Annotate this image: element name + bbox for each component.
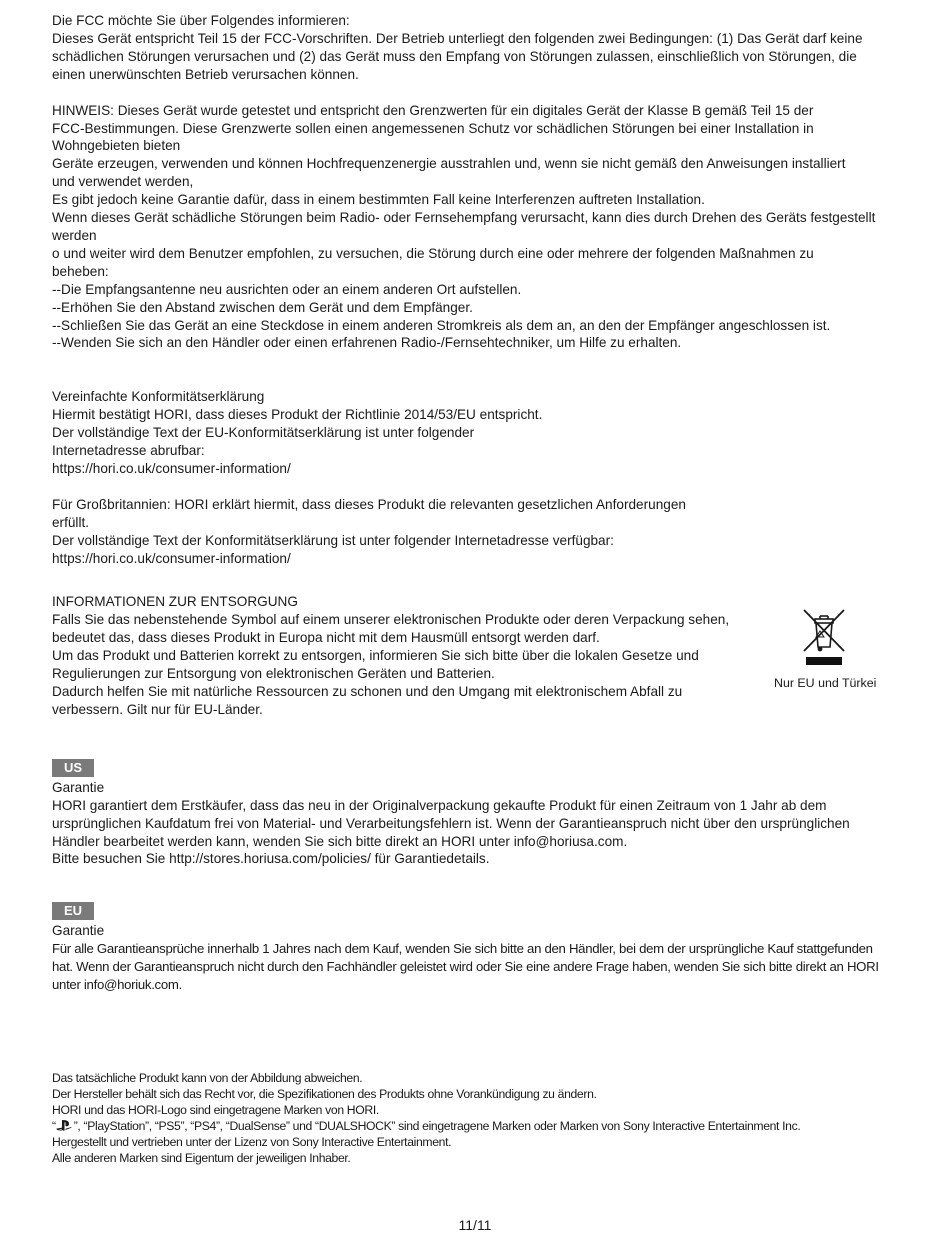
- eu-badge: EU: [52, 902, 94, 920]
- us-warranty-line: ursprünglichen Kaufdatum frei von Material- und Verarbeitungsfehlern ist. Wenn der Garantieanspruch nicht über den ursprünglichen: [52, 815, 850, 831]
- eu-warranty-section: [52, 902, 902, 994]
- uk-section: [52, 496, 902, 568]
- hinweis-section: [52, 102, 902, 353]
- footer-trademark-line: [52, 1118, 902, 1134]
- hinweis-line: Es gibt jedoch keine Garantie dafür, dass in einem bestimmten Fall keine Interferenzen auftreten Installation.: [52, 192, 705, 208]
- document-page: [52, 12, 902, 1166]
- hinweis-line: HINWEIS: Dieses Gerät wurde getestet und entspricht den Grenzwerten für ein digitales Gerät der Klasse B gemäß Teil 15 der: [52, 102, 814, 118]
- footer-line: HORI und das HORI-Logo sind eingetragene Marken von HORI.: [52, 1102, 379, 1117]
- footer-line: Das tatsächliche Produkt kann von der Abbildung abweichen.: [52, 1070, 363, 1085]
- hinweis-line: werden: [52, 227, 97, 243]
- fcc-line: einen unerwünschten Betrieb verursachen können.: [52, 66, 359, 82]
- hinweis-line: Wohngebieten bieten: [52, 138, 181, 154]
- eu-warranty-line: hat. Wenn der Garantieanspruch nicht durch den Fachhändler geleistet wird oder Sie eine andere Frage haben, wenden Sie sich bitte direkt an HORI: [52, 959, 879, 975]
- eu-warranty-line: unter info@horiuk.com.: [52, 977, 182, 993]
- hinweis-line: Wenn dieses Gerät schädliche Störungen beim Radio- oder Fernsehempfang verursacht, kann dies durch Drehen des Geräts festgestellt: [52, 210, 876, 226]
- playstation-logo-icon: [56, 1120, 74, 1132]
- conformity-line: Hiermit bestätigt HORI, dass dieses Produkt der Richtlinie 2014/53/EU entspricht.: [52, 407, 543, 423]
- us-warranty-line: HORI garantiert dem Erstkäufer, dass das neu in der Originalverpackung gekaufte Produkt für einen Zeitraum von 1 Jahr ab dem: [52, 797, 827, 813]
- conformity-line: Internetadresse abrufbar:: [52, 443, 205, 459]
- hinweis-line: --Wenden Sie sich an den Händler oder einen erfahrenen Radio-/Fernsehtechniker, um Hilfe zu erhalten.: [52, 335, 682, 351]
- uk-line: Der vollständige Text der Konformitätserklärung ist unter folgender Internetadresse verfügbar:: [52, 532, 614, 548]
- quote-open: “: [52, 1118, 56, 1133]
- crossed-out-wheelie-bin-icon: [801, 607, 847, 669]
- us-warranty-section: [52, 759, 902, 869]
- hinweis-line: --Die Empfangsantenne neu ausrichten oder an einem anderen Ort aufstellen.: [52, 281, 522, 297]
- footer-line: Der Hersteller behält sich das Recht vor, die Spezifikationen des Produkts ohne Vorankündigung zu ändern.: [52, 1086, 597, 1101]
- conformity-heading: Vereinfachte Konformitätserklärung: [52, 389, 265, 405]
- fcc-section: [52, 12, 902, 84]
- hinweis-line: --Schließen Sie das Gerät an eine Steckdose in einem anderen Stromkreis als dem an, an den der Empfänger angeschlossen ist.: [52, 317, 831, 333]
- trademark-text: ”, “PlayStation”, “PS5”, “PS4”, “DualSense” und “DUALSHOCK” sind eingetragene Marken oder Marken von Sony Interactive Entertainment Inc.: [73, 1118, 801, 1133]
- footer-line: Hergestellt und vertrieben unter der Lizenz von Sony Interactive Entertainment.: [52, 1134, 452, 1149]
- hinweis-line: o und weiter wird dem Benutzer empfohlen, zu versuchen, die Störung durch eine oder mehrere der folgenden Maßnahmen zu: [52, 245, 814, 261]
- conformity-url: https://hori.co.uk/consumer-information/: [52, 460, 291, 476]
- hinweis-line: Geräte erzeugen, verwenden und können Hochfrequenzenergie ausstrahlen und, wenn sie nicht gemäß den Anweisungen installiert: [52, 156, 846, 172]
- us-badge: US: [52, 759, 94, 777]
- eu-warranty-line: Für alle Garantieansprüche innerhalb 1 Jahres nach dem Kauf, wenden Sie sich bitte an den Händler, bei dem der ursprüngliche Kauf stattgefunden: [52, 941, 873, 957]
- weee-caption: Nur EU und Türkei: [774, 676, 877, 691]
- us-warranty-line: Bitte besuchen Sie http://stores.horiusa.com/policies/ für Garantiedetails.: [52, 851, 490, 867]
- disposal-line: Dadurch helfen Sie mit natürliche Ressourcen zu schonen und den Umgang mit elektronischem Abfall zu: [52, 684, 683, 699]
- disposal-line: bedeutet das, dass dieses Produkt in Europa nicht mit dem Hausmüll entsorgt werden darf.: [52, 630, 600, 646]
- disposal-heading: INFORMATIONEN ZUR ENTSORGUNG: [52, 594, 298, 610]
- uk-line: Für Großbritannien: HORI erklärt hiermit, dass dieses Produkt die relevanten gesetzlichen Anforderungen: [52, 496, 686, 512]
- fcc-line: Die FCC möchte Sie über Folgendes informieren:: [52, 13, 350, 28]
- footer-line: Alle anderen Marken sind Eigentum der jeweiligen Inhaber.: [52, 1150, 351, 1165]
- conformity-section: [52, 388, 902, 478]
- fcc-line: schädlichen Störungen verursachen und (2) das Gerät muss den Empfang von Störungen zulassen, einschließlich von Störungen, die: [52, 48, 857, 64]
- us-warranty-heading: Garantie: [52, 779, 105, 795]
- legal-footer: [52, 1070, 902, 1166]
- weee-symbol: [774, 607, 877, 691]
- page-number: 11/11: [458, 1217, 492, 1233]
- hinweis-line: FCC-Bestimmungen. Diese Grenzwerte sollen einen angemessenen Schutz vor schädlichen Störungen bei einer Installation in: [52, 120, 814, 136]
- disposal-line: Um das Produkt und Batterien korrekt zu entsorgen, informieren Sie sich bitte über die lokalen Gesetze und: [52, 648, 699, 664]
- disposal-line: Regulierungen zur Entsorgung von elektronischen Geräten und Batterien.: [52, 666, 495, 682]
- hinweis-line: und verwendet werden,: [52, 174, 194, 190]
- disposal-section: [52, 593, 902, 718]
- hinweis-line: beheben:: [52, 263, 109, 279]
- uk-line: erfüllt.: [52, 514, 90, 530]
- disposal-line: Falls Sie das nebenstehende Symbol auf einem unserer elektronischen Produkte oder deren Verpackung sehen,: [52, 612, 730, 628]
- conformity-line: Der vollständige Text der EU-Konformitätserklärung ist unter folgender: [52, 425, 475, 441]
- eu-warranty-heading: Garantie: [52, 923, 105, 939]
- fcc-line: Dieses Gerät entspricht Teil 15 der FCC-Vorschriften. Der Betrieb unterliegt den folgenden zwei Bedingungen: (1) Das Gerät darf keine: [52, 30, 863, 46]
- hinweis-line: --Erhöhen Sie den Abstand zwischen dem Gerät und dem Empfänger.: [52, 299, 473, 315]
- us-warranty-line: Händler bearbeitet werden kann, wenden Sie sich bitte direkt an HORI unter info@horiusa.com.: [52, 833, 628, 849]
- uk-url: https://hori.co.uk/consumer-information/: [52, 550, 291, 566]
- disposal-line: verbessern. Gilt nur für EU-Länder.: [52, 701, 263, 717]
